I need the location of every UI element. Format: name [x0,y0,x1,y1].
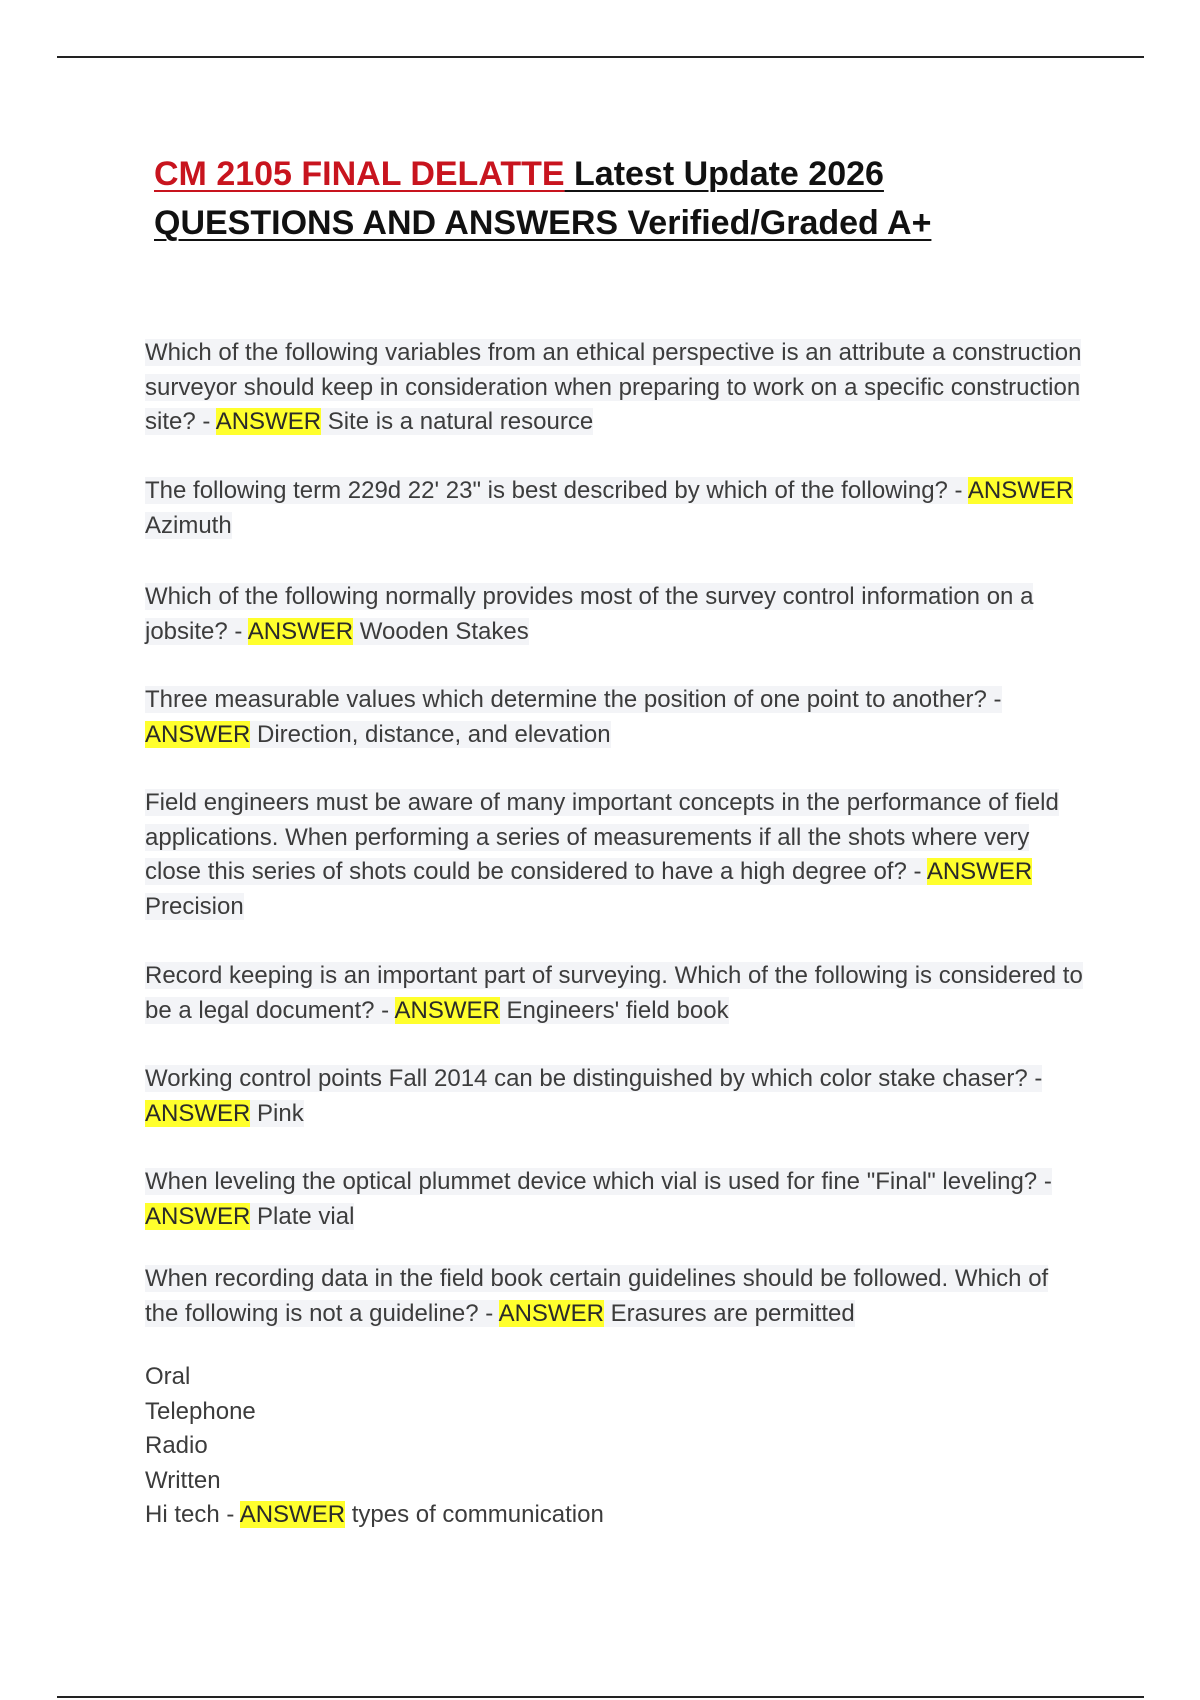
list-item: Radio [145,1432,208,1459]
answer-label: ANSWER [239,1501,346,1528]
answer-text: Wooden Stakes [353,617,529,645]
question-text: Hi tech - [145,1501,240,1528]
answer-label: ANSWER [498,1299,604,1327]
communication-types-list [145,1360,604,1533]
question-text: Record keeping is an important part of surveying. Which of the following is considered to be a legal document? - [145,962,1083,1024]
list-item: Oral [145,1363,191,1390]
qa-item [145,683,1085,752]
answer-text: Erasures are permitted [603,1299,855,1327]
answer-label: ANSWER [967,477,1074,504]
answer-text: types of communication [345,1501,604,1528]
title-update-text: Latest Update 2026 [564,155,884,193]
qa-item [145,580,1085,649]
answer-label: ANSWER [145,1202,251,1230]
answer-text: Direction, distance, and elevation [250,720,611,748]
qa-item [145,1062,1085,1131]
question-text: Three measurable values which determine the position of one point to another? - [145,686,1002,713]
title-subtitle: QUESTIONS AND ANSWERS Verified/Graded A+ [154,204,932,242]
course-code-title: CM 2105 FINAL DELATTE [154,155,565,193]
answer-label: ANSWER [215,408,322,435]
answer-text: Precision [145,892,244,920]
answer-text: Pink [250,1099,304,1127]
list-item-with-answer [145,1498,604,1533]
answer-label: ANSWER [926,858,1033,885]
question-text: Field engineers must be aware of many important concepts in the performance of field applications. When performing a series of measurements if all the shots where very close this series of shots could be considered to have a high degree of? - [145,789,1059,885]
top-divider [57,56,1144,58]
qa-item [145,1262,1085,1331]
answer-text: Engineers' field book [499,996,729,1024]
answer-text: Plate vial [250,1202,355,1230]
question-text: Working control points Fall 2014 can be distinguished by which color stake chaser? - [145,1065,1043,1092]
qa-item [145,336,1085,440]
qa-item [145,959,1085,1028]
answer-text: Azimuth [145,511,232,539]
question-text: Which of the following normally provides most of the survey control information on a jobsite? - [145,583,1034,645]
question-text: When leveling the optical plummet device which vial is used for fine "Final" leveling? - [145,1168,1052,1195]
qa-item [145,474,1085,543]
answer-label: ANSWER [394,996,500,1024]
answer-label: ANSWER [145,720,251,748]
list-item: Written [145,1466,221,1494]
list-item: Telephone [145,1397,256,1425]
question-text: The following term 229d 22' 23" is best described by which of the following? - [145,477,968,504]
qa-item [145,786,1085,924]
qa-item [145,1165,1085,1234]
document-title [154,150,1054,248]
answer-text: Site is a natural resource [321,408,594,435]
answer-label: ANSWER [145,1099,251,1127]
bottom-divider [57,1696,1144,1698]
question-text: When recording data in the field book certain guidelines should be followed. Which of the following is not a guideline? - [145,1265,1049,1327]
question-text: Which of the following variables from an ethical perspective is an attribute a construction surveyor should keep in consideration when preparing to work on a specific construction site? - [145,339,1082,435]
answer-label: ANSWER [247,617,354,645]
